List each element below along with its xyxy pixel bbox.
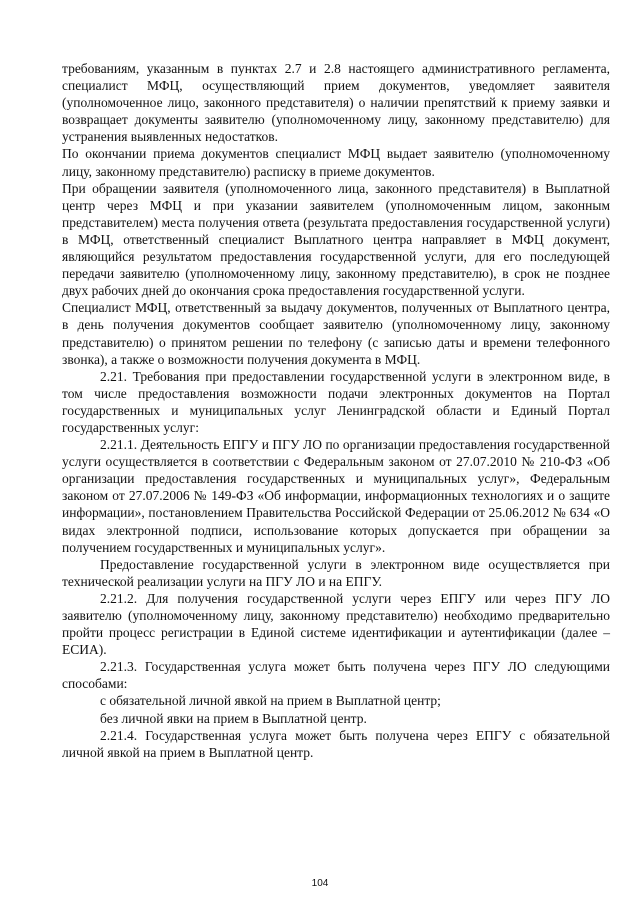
paragraph: 2.21.4. Государственная услуга может быть получена через ЕПГУ с обязательной личной явкой на прием в Выплатной центр. [62,727,610,760]
paragraph: требованиям, указанным в пунктах 2.7 и 2.8 настоящего административного регламента, специалист МФЦ, осуществляющий прием документов, уведомляет заявителя (уполномоченное лицо, законного представителя) о наличии препятствий к приему заявки и возвращает документы заявителю (уполномоченному лицу, законному представителю) для устранения выявленных недостатков. [62,61,610,145]
paragraph: Специалист МФЦ, ответственный за выдачу документов, полученных от Выплатного центра, в день получения документов сообщает заявителю (уполномоченному лицу, законному представителю) о принятом решении по телефону (с записью даты и времени телефонного звонка), а также о возможности получения документа в МФЦ. [62,300,610,367]
paragraph: 2.21.2. Для получения государственной услуги через ЕПГУ или через ПГУ ЛО заявителю (уполномоченному лицу, законному представителю) необходимо предварительно пройти процесс регистрации в Единой системе идентификации и аутентификации (далее – ЕСИА). [62,590,610,658]
paragraph: 2.21.3. Государственная услуга может быть получена через ПГУ ЛО следующими способами: [62,659,610,692]
paragraph: По окончании приема документов специалист МФЦ выдает заявителю (уполномоченному лицу, законному представителю) расписку в приеме документов. [62,146,610,179]
paragraph: 2.21.1. Деятельность ЕПГУ и ПГУ ЛО по организации предоставления государственной услуги осуществляется в соответствии с Федеральным законом от 27.07.2010 № 210-ФЗ «Об организации предоставления государственных и муниципальных услуг», Федеральным законом от 27.07.2006 № 149-ФЗ «Об информации, информационных технологиях и о защите информации», постановлением Правительства Российской Федерации от 25.06.2012 № 634 «О видах электронной подписи, использование которых допускается при обращении за получением государственных и муниципальных услуг». [62,437,610,555]
page-number: 104 [311,878,329,889]
paragraph: Предоставление государственной услуги в электронном виде осуществляется при технической реализации услуги на ПГУ ЛО и на ЕПГУ. [62,556,610,589]
document-page [62,60,610,761]
paragraph: 2.21. Требования при предоставлении государственной услуги в электронном виде, в том числе предоставления возможности подачи электронных документов на Портал государственных и муниципальных услуг Ленинградской области и Единый Портал государственных услуг: [62,368,610,435]
paragraph: с обязательной личной явкой на прием в Выплатной центр; [100,693,441,709]
paragraph: При обращении заявителя (уполномоченного лица, законного представителя) в Выплатной центр через МФЦ и при указании заявителем (уполномоченным лицом, законным представителем) места получения ответа (результата предоставления государственной услуги) в МФЦ, ответственный специалист Выплатного центра направляет в МФЦ документ, являющийся результатом предоставления государственной услуги, для его последующей передачи заявителю (уполномоченному лицу, законному представителю), в срок не позднее двух рабочих дней до окончания срока предоставления государственной услуги. [62,180,610,299]
paragraph: без личной явки на прием в Выплатной центр. [100,710,367,726]
